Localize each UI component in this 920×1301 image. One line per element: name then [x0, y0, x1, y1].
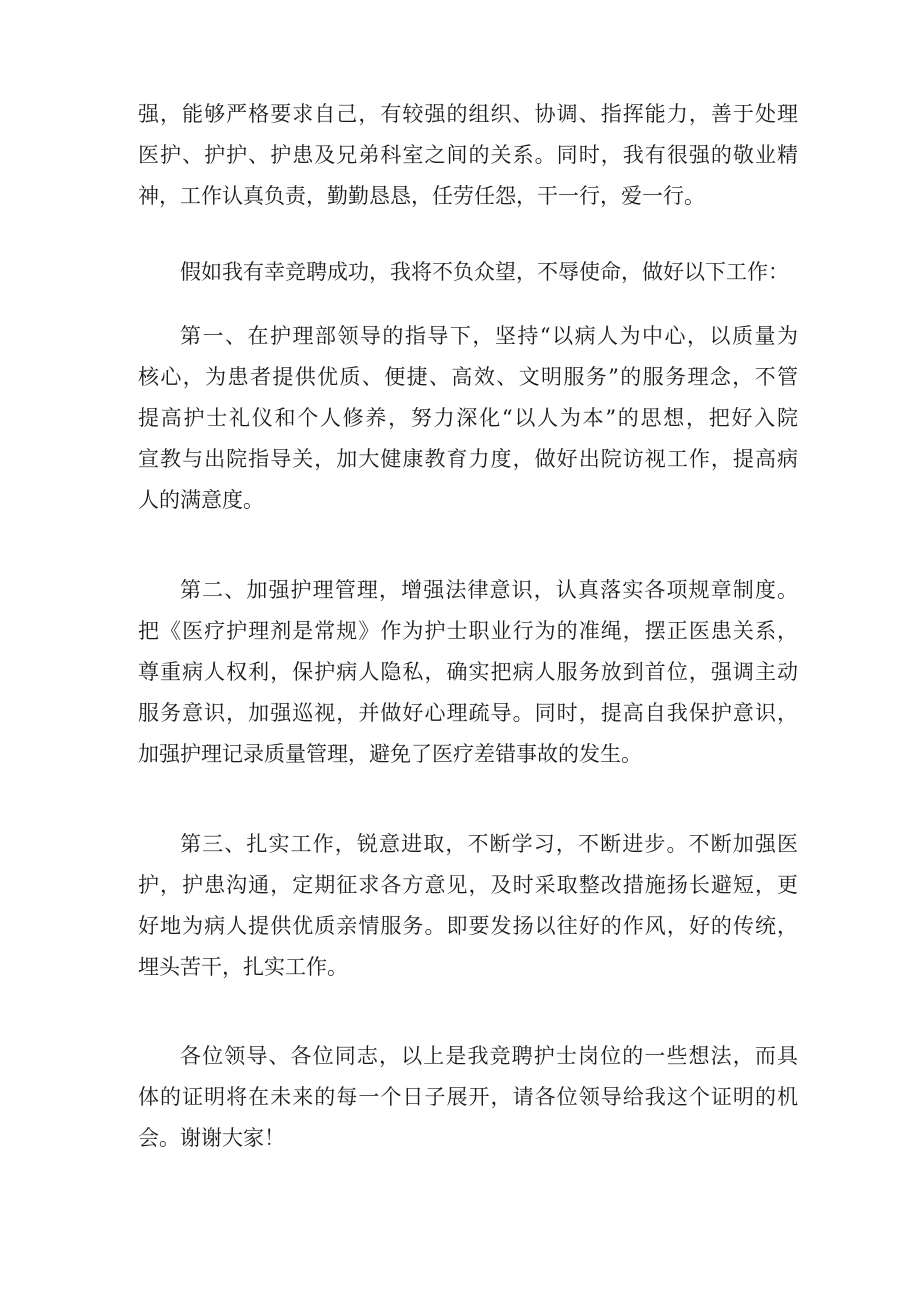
paragraph-line: 第二、加强护理管理，增强法律意识，认真落实各项规章制度。	[180, 578, 798, 602]
paragraph-third-point	[138, 824, 798, 988]
paragraph-continued	[138, 94, 798, 217]
paragraph-line: 把《医疗护理剂是常规》作为护士职业行为的准绳，摆正医患关系，	[138, 619, 798, 643]
paragraph-line: 强，能够严格要求自己，有较强的组织、协调、指挥能力，善于处理	[138, 102, 798, 126]
paragraph-line: 第三、扎实工作，锐意进取，不断学习，不断进步。不断加强医	[180, 832, 798, 856]
paragraph-line: 人的满意度。	[138, 488, 264, 512]
paragraph-line: 尊重病人权利，保护病人隐私，确实把病人服务放到首位，强调主动	[138, 660, 798, 684]
paragraph-line: 各位领导、各位同志，以上是我竞聘护士岗位的一些想法，而具	[180, 1044, 798, 1068]
paragraph-line: 埋头苦干，扎实工作。	[138, 955, 348, 979]
paragraph-pledge	[138, 252, 798, 293]
paragraph-line: 医护、护护、护患及兄弟科室之间的关系。同时，我有很强的敬业精	[138, 143, 798, 167]
paragraph-line: 好地为病人提供优质亲情服务。即要发扬以往好的作风，好的传统，	[138, 914, 798, 938]
paragraph-closing	[138, 1036, 798, 1159]
paragraph-line: 第一、在护理部领导的指导下，坚持“以病人为中心，以质量为	[180, 324, 798, 348]
paragraph-first-point	[138, 316, 798, 521]
paragraph-line: 神，工作认真负责，勤勤恳恳，任劳任怨，干一行，爱一行。	[138, 184, 705, 208]
paragraph-line: 核心，为患者提供优质、便捷、高效、文明服务”的服务理念，不管	[138, 365, 798, 389]
paragraph-line: 加强护理记录质量管理，避免了医疗差错事故的发生。	[138, 742, 642, 766]
paragraph-line: 服务意识，加强巡视，并做好心理疏导。同时，提高自我保护意识，	[138, 701, 798, 725]
paragraph-line: 提高护士礼仪和个人修养，努力深化“以人为本”的思想，把好入院	[138, 406, 798, 430]
paragraph-line: 会。谢谢大家！	[138, 1126, 285, 1150]
paragraph-line: 护，护患沟通，定期征求各方意见，及时采取整改措施扬长避短，更	[138, 873, 798, 897]
paragraph-line: 体的证明将在未来的每一个日子展开，请各位领导给我这个证明的机	[138, 1085, 798, 1109]
paragraph-line: 宣教与出院指导关，加大健康教育力度，做好出院访视工作，提高病	[138, 447, 798, 471]
paragraph-line: 假如我有幸竞聘成功，我将不负众望，不辱使命，做好以下工作：	[180, 260, 789, 284]
paragraph-second-point	[138, 570, 798, 775]
